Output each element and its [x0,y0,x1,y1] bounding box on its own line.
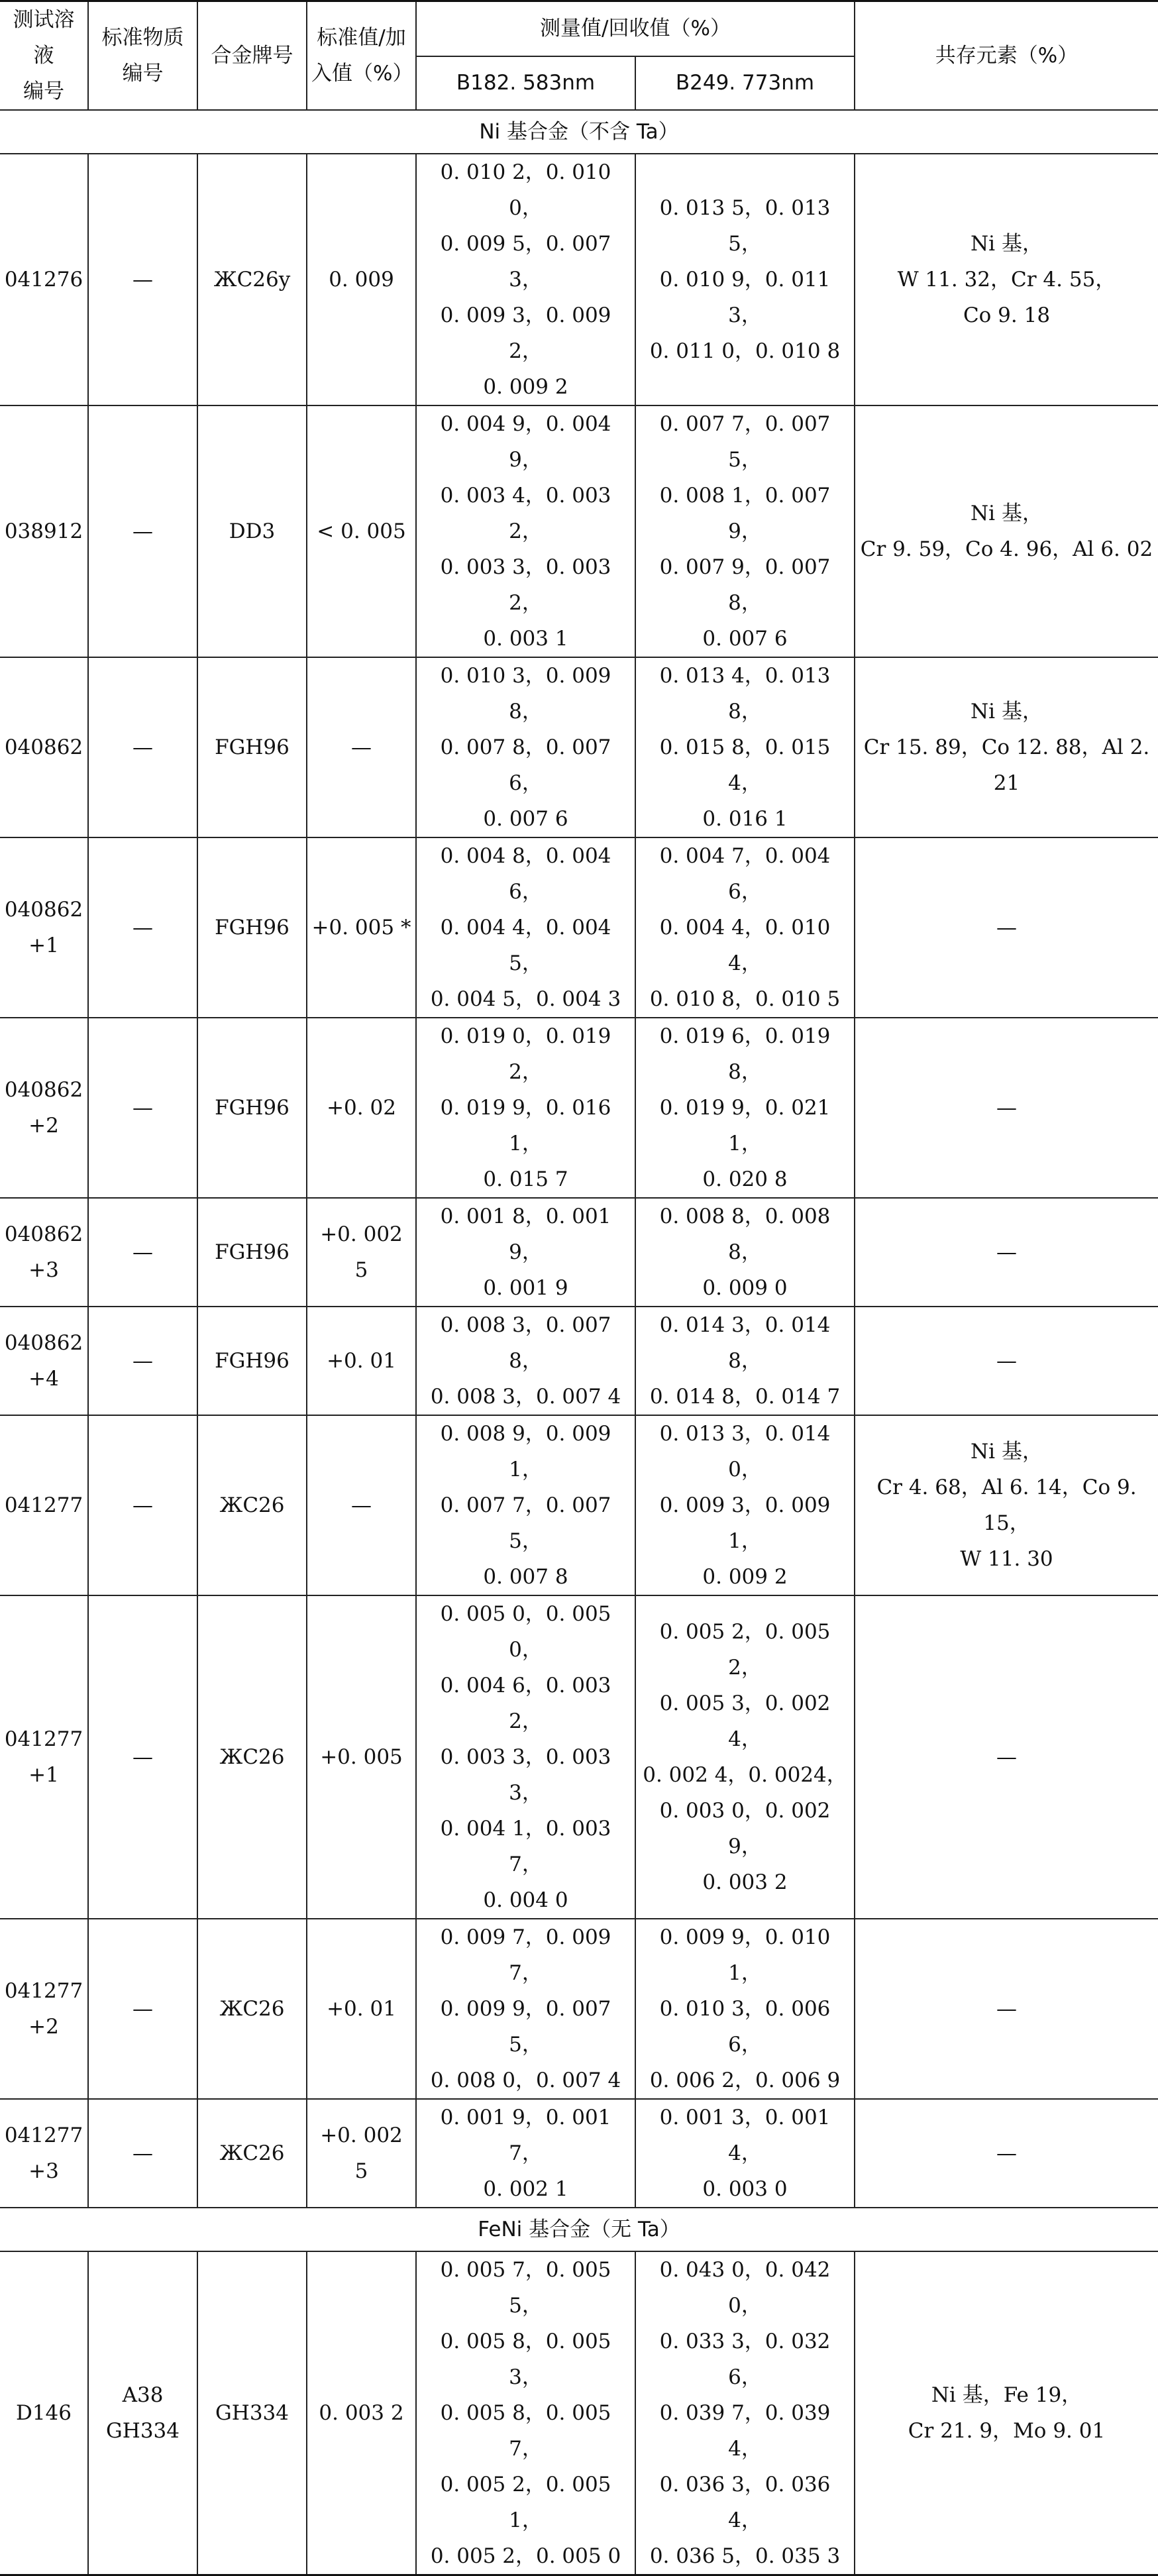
cell-ref-material-no: — [88,2099,197,2208]
cell-alloy-grade: ЖC26 [197,1415,307,1595]
cell-alloy-grade: DD3 [197,405,307,657]
cell-solution-no: D146 [0,2251,88,2575]
cell-b182-values: 0. 010 2，0. 010 0， 0. 009 5，0. 007 3， 0. 009 3，0. 009 2， 0. 009 2 [416,154,635,405]
cell-ref-material-no: — [88,1919,197,2099]
header-wavelength-2: B249. 773nm [635,56,855,110]
cell-coexisting: — [855,1595,1158,1919]
cell-std-or-added: +0. 01 [307,1919,416,2099]
cell-alloy-grade: ЖC26y [197,154,307,405]
table-row [0,1595,1158,1919]
cell-coexisting: Ni 基， Cr 9. 59，Co 4. 96，Al 6. 02 [855,405,1158,657]
table-row [0,154,1158,405]
cell-coexisting: Ni 基， Cr 4. 68，Al 6. 14，Co 9. 15， W 11. 30 [855,1415,1158,1595]
cell-b249-values: 0. 007 7，0. 007 5， 0. 008 1，0. 007 9， 0. 007 9，0. 007 8， 0. 007 6 [635,405,855,657]
cell-b249-values: 0. 005 2，0. 005 2， 0. 005 3，0. 002 4， 0. 002 4，0. 0024， 0. 003 0，0. 002 9， 0. 003 2 [635,1595,855,1919]
cell-alloy-grade: FGH96 [197,657,307,837]
header-measured-recovery: 测量值/回收值（%） [416,1,855,56]
cell-std-or-added: — [307,1415,416,1595]
table-row [0,2251,1158,2575]
cell-b182-values: 0. 008 3，0. 007 8， 0. 008 3，0. 007 4 [416,1307,635,1415]
cell-alloy-grade: ЖC26 [197,1595,307,1919]
cell-solution-no: 041276 [0,154,88,405]
cell-coexisting: Ni 基， Cr 15. 89，Co 12. 88，Al 2. 21 [855,657,1158,837]
table-row [0,1018,1158,1198]
cell-b182-values: 0. 010 3，0. 009 8， 0. 007 8，0. 007 6， 0. 007 6 [416,657,635,837]
table-row [0,1198,1158,1307]
cell-b182-values: 0. 009 7，0. 009 7， 0. 009 9，0. 007 5， 0. 008 0，0. 007 4 [416,1919,635,2099]
cell-std-or-added: +0. 002 5 [307,2099,416,2208]
cell-solution-no: 041277 +1 [0,1595,88,1919]
cell-solution-no: 041277 [0,1415,88,1595]
header-ref-material-no: 标准物质 编号 [88,1,197,111]
cell-alloy-grade: ЖC26 [197,1919,307,2099]
cell-std-or-added: 0. 003 2 [307,2251,416,2575]
cell-alloy-grade: FGH96 [197,837,307,1018]
cell-b182-values: 0. 001 8，0. 001 9， 0. 001 9 [416,1198,635,1307]
cell-b249-values: 0. 008 8，0. 008 8， 0. 009 0 [635,1198,855,1307]
cell-b249-values: 0. 004 7，0. 004 6， 0. 004 4，0. 010 4， 0. 010 8，0. 010 5 [635,837,855,1018]
cell-b249-values: 0. 013 5，0. 013 5， 0. 010 9，0. 011 3， 0. 011 0，0. 010 8 [635,154,855,405]
header-alloy-grade: 合金牌号 [197,1,307,111]
cell-solution-no: 040862 +2 [0,1018,88,1198]
cell-solution-no: 040862 +3 [0,1198,88,1307]
cell-std-or-added: — [307,657,416,837]
cell-b182-values: 0. 019 0，0. 019 2， 0. 019 9，0. 016 1， 0. 015 7 [416,1018,635,1198]
header-wavelength-1: B182. 583nm [416,56,635,110]
cell-b249-values: 0. 013 4，0. 013 8， 0. 015 8，0. 015 4， 0. 016 1 [635,657,855,837]
cell-ref-material-no: — [88,405,197,657]
cell-solution-no: 040862 +4 [0,1307,88,1415]
cell-b182-values: 0. 005 7，0. 005 5， 0. 005 8，0. 005 3， 0. 005 8，0. 005 7， 0. 005 2，0. 005 1， 0. 005 2，0. 005 0 [416,2251,635,2575]
cell-ref-material-no: — [88,1595,197,1919]
table-row [0,1307,1158,1415]
cell-ref-material-no: — [88,1198,197,1307]
cell-b249-values: 0. 019 6，0. 019 8， 0. 019 9，0. 021 1， 0. 020 8 [635,1018,855,1198]
cell-std-or-added: +0. 005 [307,1595,416,1919]
cell-coexisting: — [855,1919,1158,2099]
cell-alloy-grade: FGH96 [197,1018,307,1198]
cell-ref-material-no: — [88,837,197,1018]
cell-coexisting: — [855,1198,1158,1307]
cell-ref-material-no: — [88,1415,197,1595]
cell-solution-no: 041277 +2 [0,1919,88,2099]
cell-b182-values: 0. 008 9，0. 009 1， 0. 007 7，0. 007 5， 0. 007 8 [416,1415,635,1595]
cell-std-or-added: +0. 002 5 [307,1198,416,1307]
cell-ref-material-no: — [88,1018,197,1198]
header-row-1 [0,1,1158,56]
cell-solution-no: 040862 +1 [0,837,88,1018]
cell-std-or-added: +0. 02 [307,1018,416,1198]
table-row [0,2099,1158,2208]
cell-alloy-grade: GH334 [197,2251,307,2575]
section-row [0,110,1158,154]
cell-coexisting: — [855,2099,1158,2208]
cell-b182-values: 0. 004 8，0. 004 6， 0. 004 4，0. 004 5， 0. 004 5，0. 004 3 [416,837,635,1018]
cell-alloy-grade: FGH96 [197,1198,307,1307]
cell-std-or-added: < 0. 005 [307,405,416,657]
cell-ref-material-no: — [88,1307,197,1415]
cell-b249-values: 0. 001 3，0. 001 4， 0. 003 0 [635,2099,855,2208]
cell-std-or-added: +0. 005 * [307,837,416,1018]
table-row [0,405,1158,657]
cell-alloy-grade: ЖC26 [197,2099,307,2208]
header-std-or-added: 标准值/加 入值（%） [307,1,416,111]
cell-b182-values: 0. 005 0，0. 005 0， 0. 004 6，0. 003 2， 0. 003 3，0. 003 3， 0. 004 1，0. 003 7， 0. 004 0 [416,1595,635,1919]
section-row [0,2208,1158,2251]
cell-std-or-added: 0. 009 [307,154,416,405]
cell-ref-material-no: — [88,154,197,405]
cell-b249-values: 0. 043 0，0. 042 0， 0. 033 3，0. 032 6， 0. 039 7，0. 039 4， 0. 036 3，0. 036 4， 0. 036 5，0. 035 3 [635,2251,855,2575]
table-row [0,837,1158,1018]
cell-b249-values: 0. 013 3，0. 014 0， 0. 009 3，0. 009 1， 0. 009 2 [635,1415,855,1595]
cell-coexisting: Ni 基， W 11. 32，Cr 4. 55， Co 9. 18 [855,154,1158,405]
cell-solution-no: 041277 +3 [0,2099,88,2208]
cell-std-or-added: +0. 01 [307,1307,416,1415]
cell-coexisting: — [855,837,1158,1018]
table-row [0,1415,1158,1595]
cell-alloy-grade: FGH96 [197,1307,307,1415]
cell-b249-values: 0. 009 9，0. 010 1， 0. 010 3，0. 006 6， 0. 006 2，0. 006 9 [635,1919,855,2099]
header-coexisting: 共存元素（%） [855,1,1158,111]
cell-ref-material-no: A38 GH334 [88,2251,197,2575]
section-title: Ni 基合金（不含 Ta） [0,110,1158,154]
table-row [0,1919,1158,2099]
cell-b182-values: 0. 004 9，0. 004 9， 0. 003 4，0. 003 2， 0. 003 3，0. 003 2， 0. 003 1 [416,405,635,657]
cell-coexisting: — [855,1018,1158,1198]
cell-coexisting: Ni 基，Fe 19， Cr 21. 9，Mo 9. 01 [855,2251,1158,2575]
table-row [0,657,1158,837]
cell-b182-values: 0. 001 9，0. 001 7， 0. 002 1 [416,2099,635,2208]
cell-solution-no: 040862 [0,657,88,837]
cell-b249-values: 0. 014 3，0. 014 8， 0. 014 8，0. 014 7 [635,1307,855,1415]
section-title: FeNi 基合金（无 Ta） [0,2208,1158,2251]
cell-coexisting: — [855,1307,1158,1415]
header-solution-no: 测试溶液 编号 [0,1,88,111]
cell-ref-material-no: — [88,657,197,837]
cell-solution-no: 038912 [0,405,88,657]
